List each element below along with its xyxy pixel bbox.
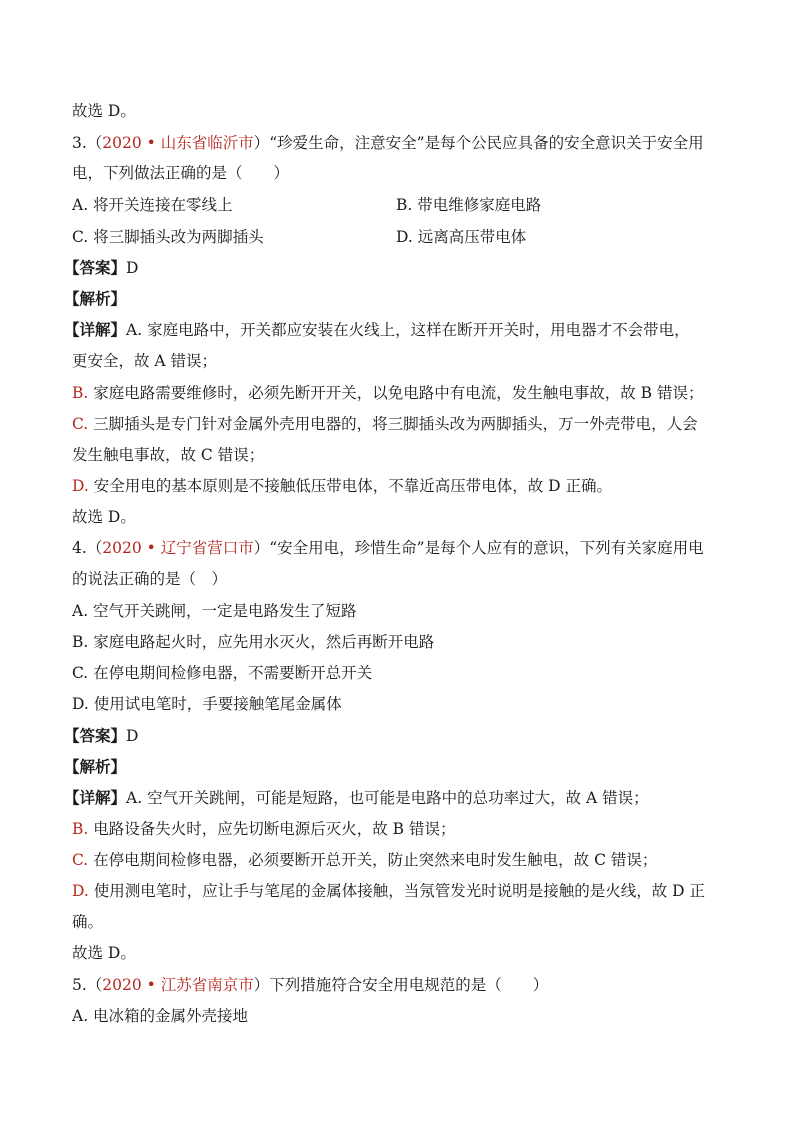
- source-tag: 2020 • 江苏省南京市: [102, 976, 254, 994]
- question-4-stem: 4.（2020 • 辽宁省营口市）“安全用电，珍惜生命”是每个人应有的意识，下列有关家庭用电: [72, 539, 704, 557]
- conclusion-line: 故选 D。: [72, 944, 136, 962]
- conclusion-line: 故选 D。: [72, 508, 136, 526]
- option-c: C. 将三脚插头改为两脚插头: [72, 228, 264, 246]
- detail-line: D. 使用测电笔时，应让手与笔尾的金属体接触，当氖管发光时说明是接触的是火线，故 D 正: [72, 882, 706, 900]
- source-tag: 2020 • 辽宁省营口市: [102, 539, 254, 557]
- question-5-stem: 5.（2020 • 江苏省南京市）下列措施符合安全用电规范的是（ ）: [72, 976, 549, 994]
- question-3-options-cd: [72, 227, 264, 247]
- conclusion-line: 故选 D。: [72, 102, 136, 120]
- detail-line: D. 安全用电的基本原则是不接触低压带电体，不靠近高压带电体，故 D 正确。: [72, 477, 613, 495]
- answer-line: 【答案】D: [64, 726, 139, 745]
- detail-line: 更安全，故 A 错误；: [72, 352, 218, 370]
- option-a: A. 电冰箱的金属外壳接地: [72, 1007, 249, 1025]
- detail-line: C. 在停电期间检修电器，必须要断开总开关，防止突然来电时发生触电，故 C 错误；: [72, 851, 658, 869]
- question-4-stem-cont: 的说法正确的是（ ）: [72, 570, 228, 588]
- option-a: A. 空气开关跳闸，一定是电路发生了短路: [72, 602, 357, 620]
- question-3-options-ab: [72, 195, 233, 215]
- option-c: C. 在停电期间检修电器，不需要断开总开关: [72, 664, 373, 682]
- question-3-stem-cont: 电，下列做法正确的是（ ）: [72, 164, 290, 182]
- detail-line: B. 电路设备失火时，应先切断电源后灭火，故 B 错误；: [72, 820, 456, 838]
- detail-line: 确。: [72, 913, 104, 931]
- detail-line: 发生触电事故，故 C 错误；: [72, 446, 265, 464]
- source-tag: 2020 • 山东省临沂市: [102, 134, 254, 152]
- question-3-stem: 3.（2020 • 山东省临沂市）“珍爱生命，注意安全”是每个公民应具备的安全意识关于安全用: [72, 134, 704, 152]
- analysis-label: 【解析】: [64, 757, 127, 776]
- option-b: B. 带电维修家庭电路: [396, 196, 542, 214]
- option-d: D. 远离高压带电体: [396, 228, 527, 246]
- option-b: B. 家庭电路起火时，应先用水灭火，然后再断开电路: [72, 633, 435, 651]
- answer-line: 【答案】D: [64, 258, 139, 277]
- option-a: A. 将开关连接在零线上: [72, 196, 233, 214]
- detail-line: 【详解】A. 家庭电路中，开关都应安装在火线上，这样在断开开关时，用电器才不会带电，: [64, 320, 690, 339]
- detail-line: C. 三脚插头是专门针对金属外壳用电器的，将三脚插头改为两脚插头，万一外壳带电，人会: [72, 415, 698, 433]
- option-d: D. 使用试电笔时，手要接触笔尾金属体: [72, 695, 342, 713]
- detail-line: 【详解】A. 空气开关跳闸，可能是短路，也可能是电路中的总功率过大，故 A 错误；: [64, 788, 649, 807]
- detail-line: B. 家庭电路需要维修时，必须先断开开关，以免电路中有电流，发生触电事故，故 B 错误；: [72, 384, 704, 402]
- analysis-label: 【解析】: [64, 289, 127, 308]
